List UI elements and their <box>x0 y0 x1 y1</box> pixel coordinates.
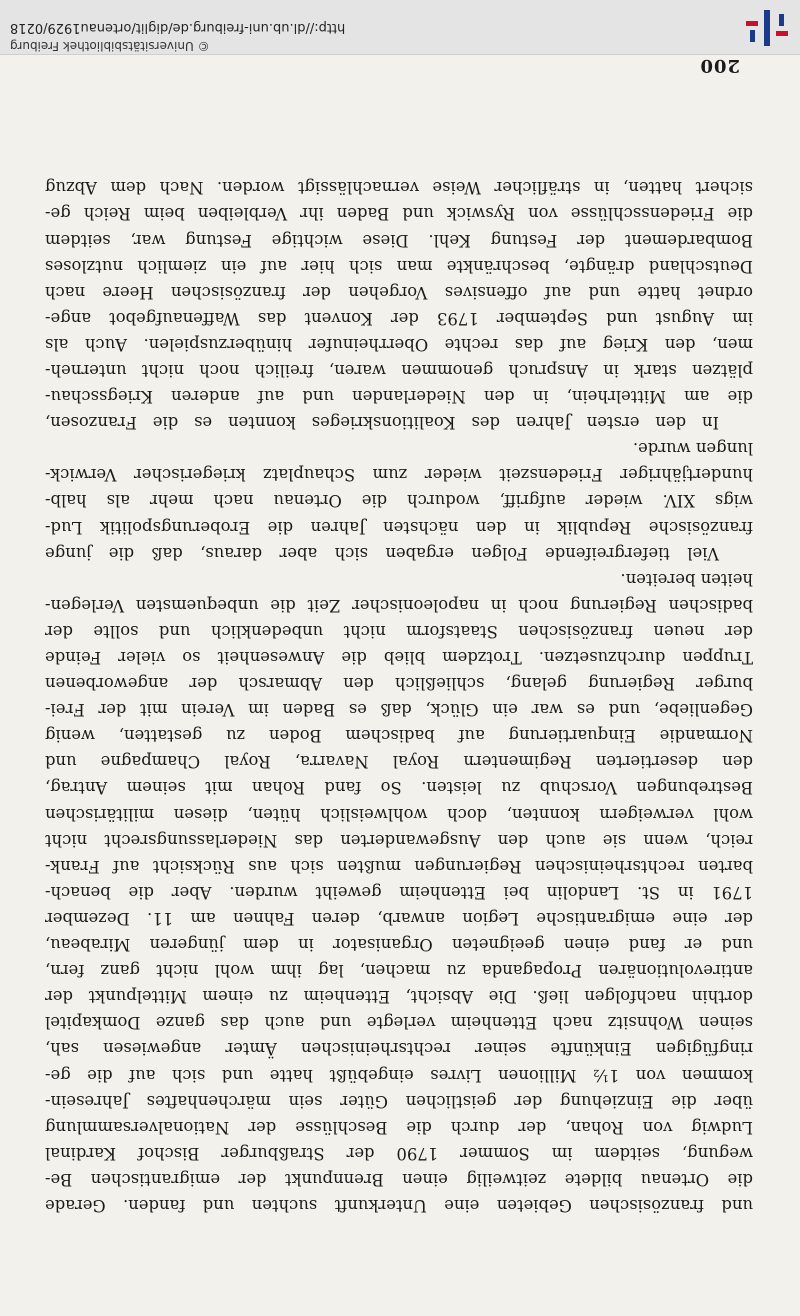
text-line: plätzen stark in Anspruch genommen waren, freilich noch nicht unterneh- <box>45 361 753 380</box>
text-line: den desertierten Regimentern Royal Navarra, Royal Champagne und <box>45 752 753 772</box>
text-line: ringfügigen Einkünfte seiner rechtsrheinischen Ämter angewiesen sah, <box>45 1039 753 1059</box>
text-line: lungen wurde. <box>632 439 753 459</box>
text-line: 1791 in St. Landolin bei Ettenheim geweiht wurden. Aber die benach- <box>45 882 753 902</box>
text-line: kommen von 1½ Millionen Livres eingebüßt hatte und sich auf die ge- <box>45 1065 753 1085</box>
text-line: die Ortenau bildete zeitweilig einen Brennpunkt der emigrantischen Be- <box>45 1169 753 1189</box>
text-line: Deutschland drängte, beschränkte man sich hier auf ein ziemlich nutzloses <box>45 256 753 276</box>
text-line: seinen Wohnsitz nach Ettenheim verlegte und auch das ganze Domkapitel <box>45 1013 753 1033</box>
text-line: wigs XIV. wieder aufgriff, wodurch die Ortenau nach mehr als halb- <box>45 491 753 511</box>
footer-credit: © Universitätsbibliothek Freiburg <box>10 39 210 53</box>
text-line: hundertjähriger Friedenszeit wieder zum Schauplatz kriegerischer Verwick- <box>45 465 753 485</box>
text-line: Truppen durchzusetzen. Trotzdem blieb die Anwesenheit so vieler Feinde <box>45 648 753 668</box>
text-line: In den ersten Jahren des Koalitionskrieges konnten es die Franzosen, <box>45 413 719 433</box>
university-library-logo-icon <box>742 8 792 48</box>
text-line: der neuen französischen Staatsform nicht unbedenklich und sollte der <box>45 621 753 641</box>
text-body <box>45 174 753 1218</box>
text-line: reich, wenn sie auch den Ausgewanderten das Niederlassungsrecht nicht <box>45 830 753 850</box>
page-number: 200 <box>699 55 740 76</box>
text-line: im August und September 1793 der Konvent das Waffenaufgebot ange- <box>45 308 753 328</box>
text-line: antirevolutionären Propaganda zu machen, lag ihm wohl nicht ganz fern, <box>45 961 753 981</box>
text-line: sichert hatten, in sträflicher Weise vernachlässigt worden. Nach dem Abzug <box>45 178 753 198</box>
text-line: heiten bereiten. <box>620 569 753 589</box>
text-line: Gegenliebe, und es war ein Glück, daß es Baden im Verein mit der Frei- <box>45 700 753 720</box>
footer-url-link[interactable]: http://dl.ub.uni-freiburg.de/diglit/ortenau1929/0218 <box>10 20 346 35</box>
text-line: französische Republik in den nächsten Jahren die Eroberungspolitik Lud- <box>45 517 753 537</box>
text-line: über die Einziehung der geistlichen Güter sein märchenhaftes Jahresein- <box>45 1091 753 1111</box>
text-line: und französischen Gebieten eine Unterkunft suchten und fanden. Gerade <box>45 1196 753 1215</box>
text-line: burger Regierung gelang, schließlich den Abmarsch der angeworbenen <box>45 674 753 694</box>
text-line: men, den Krieg auf das rechte Oberrheinufer hinüberzuspielen. Auch als <box>45 334 753 354</box>
text-line: die am Mittelrhein, in den Niederlanden und auf anderen Kriegsschau- <box>45 387 753 407</box>
text-line: der eine emigrantische Legion anwarb, deren Fahnen am 11. Dezember <box>45 908 753 928</box>
text-line: Bestrebungen Vorschub zu leisten. So fand Rohan mit seinem Antrag, <box>45 778 753 798</box>
text-line: badischen Regierung noch in napoleonischer Zeit die unbequemsten Verlegen- <box>45 595 753 615</box>
text-line: Normandie Einquartierung auf badischem Boden zu gestatten, wenig <box>45 726 753 746</box>
text-line: wohl verweigern konnten, doch wohlweislich hüten, diesen militärischen <box>45 804 753 824</box>
text-line: barten rechtsrheinischen Regierungen mußten sich aus Rücksicht auf Frank- <box>45 856 753 876</box>
text-line: und er fand einen geeigneten Organisator in dem jüngeren Mirabeau, <box>45 935 753 955</box>
text-line: ordnet hatte und auf offensives Vorgehen der französischen Heere nach <box>45 282 753 302</box>
text-line: die Friedensschlüsse von Ryswick und Baden ihr Verbleiben beim Reich ge- <box>45 204 753 224</box>
text-line: Bombardement der Festung Kehl. Diese wichtige Festung war, seitdem <box>45 230 753 250</box>
footer-bar <box>0 0 800 55</box>
text-line: Ludwig von Rohan, der durch die Beschlüsse der Nationalversammlung <box>45 1117 753 1137</box>
text-line: dorthin nachfolgen ließ. Die Absicht, Ettenheim zu einem Mittelpunkt der <box>45 987 753 1007</box>
text-line: wegung, seitdem im Sommer 1790 der Straßburger Bischof Kardinal <box>45 1143 753 1163</box>
text-line: Viel tiefergreifende Folgen ergaben sich aber daraus, daß die junge <box>45 543 719 563</box>
